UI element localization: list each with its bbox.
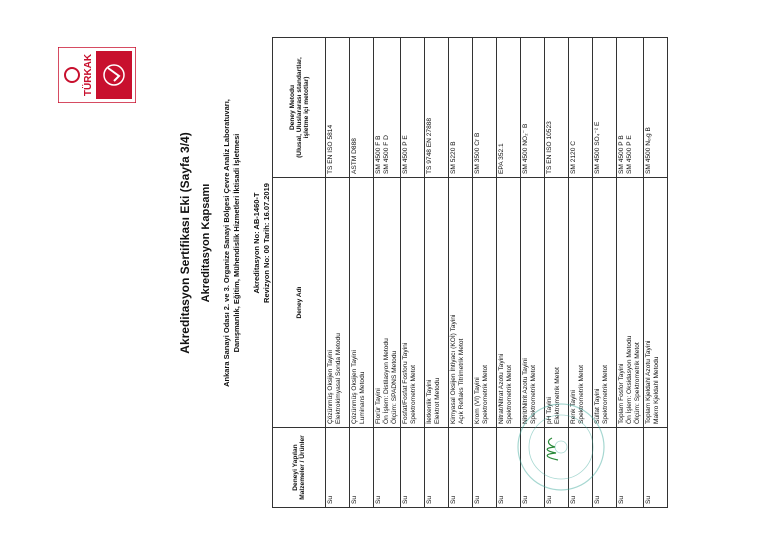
logo-brand-text: TÜRKAK [83, 53, 94, 97]
table-row [449, 38, 473, 508]
accreditation-number: Akreditasyon No: AB-1460-T [252, 192, 261, 294]
test-method-cell: SM 3500 Cr B [473, 38, 497, 178]
table-row [425, 38, 449, 508]
table-row [374, 38, 401, 508]
test-name-cell: Renk Tayini Spektrometrik Metot [569, 178, 593, 428]
scope-table [272, 37, 668, 508]
test-name-cell: Florür Tayini Ön İşlem: Distilasyon Metodu Ölçüm: SPADNS Metodu [374, 178, 401, 428]
material-cell: Su [545, 428, 569, 508]
signature [540, 435, 562, 463]
material-cell: Su [473, 428, 497, 508]
test-method-cell: TS EN ISO 10523 [545, 38, 569, 178]
test-method-cell: SM 4500 F B SM 4500 F D [374, 38, 401, 178]
document-subtitle: Akreditasyon Kapsamı [200, 183, 212, 303]
test-name-cell: Nitrat/Nitrat Azotu Tayini Spektrometrik Metot [497, 178, 521, 428]
test-method-cell: SM 4500 P B SM 4500 P E [617, 38, 644, 178]
table-row [473, 38, 497, 508]
accreditation-info [252, 43, 272, 443]
test-method-cell: SM 4500 Nₒᵣg B [644, 38, 668, 178]
test-method-cell: SM 2120 C [569, 38, 593, 178]
test-name-cell: Toplam Fosfor Tayini Ön İşlem: Oksidasyon Metodu Ölçüm: Spektrometrik Metot [617, 178, 644, 428]
test-method-cell: SM 4500 P E [401, 38, 425, 178]
table-row [350, 38, 374, 508]
material-cell: Su [326, 428, 350, 508]
table-row [644, 38, 668, 508]
table-row [326, 38, 350, 508]
material-cell: Su [425, 428, 449, 508]
test-method-cell: SM 4500 NO₂⁻ B [521, 38, 545, 178]
test-name-cell: Fosfat/Fosfat Fosforu Tayini Spektrometrik Metot [401, 178, 425, 428]
material-cell: Su [401, 428, 425, 508]
test-name-cell: Toplam Kjeldahl Azotu Tayini Makro Kjeldahl Metodu [644, 178, 668, 428]
test-name-cell: pH Tayini Elektrometrik Metot [545, 178, 569, 428]
test-name-cell: Nitrit/Nitrit Azotu Tayini Spektrometrik Metot [521, 178, 545, 428]
test-name-cell: Sülfat Tayini Spektrometrik Metot [593, 178, 617, 428]
test-method-cell: SM 5220 B [449, 38, 473, 178]
material-cell: Su [593, 428, 617, 508]
org-line-1: Ankara Sanayi Odası 2. ve 3. Organize Sanayi Bölgesi Çevre Analiz Laboratuvarı, [222, 99, 231, 387]
test-method-cell: SM 4500 SO₄⁻² E [593, 38, 617, 178]
revision-info: Revizyon No: 00 Tarih: 16.07.2019 [262, 183, 271, 303]
header-test-name: Deney Adı [273, 178, 326, 428]
header-test-method: Deney Metodu (Ulusal, Uluslararası standartlar, işletme içi metotlar) [273, 38, 326, 178]
test-method-cell: TS 9748 EN 27888 [425, 38, 449, 178]
test-method-cell: ASTM D888 [350, 38, 374, 178]
table-row [401, 38, 425, 508]
turkak-logo [58, 47, 136, 103]
test-method-cell: TS EN ISO 5814 [326, 38, 350, 178]
table-header-row [273, 38, 326, 508]
material-cell: Su [497, 428, 521, 508]
material-cell: Su [374, 428, 401, 508]
material-cell: Su [521, 428, 545, 508]
material-cell: Su [449, 428, 473, 508]
org-line-2: Danışmanlık, Eğitim, Mühendislik Hizmetleri İktisadi İşletmesi [232, 133, 241, 353]
test-name-cell: Kimyasal Oksijen İhtiyacı (KOİ) Tayini Açık Reflaks Titrimetrik Metot [449, 178, 473, 428]
test-name-cell: Çözünmüş Oksijen Tayini Elektrokimyasal Sonda Metodu [326, 178, 350, 428]
test-method-cell: EPA 352.1 [497, 38, 521, 178]
document-title: Akreditasyon Sertifikası Eki (Sayfa 3/4) [178, 132, 192, 354]
test-name-cell: Çözünmüş Oksijen Tayini Luminans Metodu [350, 178, 374, 428]
material-cell: Su [617, 428, 644, 508]
material-cell: Su [350, 428, 374, 508]
test-name-cell: İletkenlik Tayini Elektrot Metodu [425, 178, 449, 428]
organization-name [222, 38, 242, 448]
table-row [617, 38, 644, 508]
material-cell: Su [644, 428, 668, 508]
material-cell: Su [569, 428, 593, 508]
header-material: Deneyi Yapılan Malzemeler / Ürünler [273, 428, 326, 508]
test-name-cell: Krom (VI) Tayini Spektrometrik Metot [473, 178, 497, 428]
